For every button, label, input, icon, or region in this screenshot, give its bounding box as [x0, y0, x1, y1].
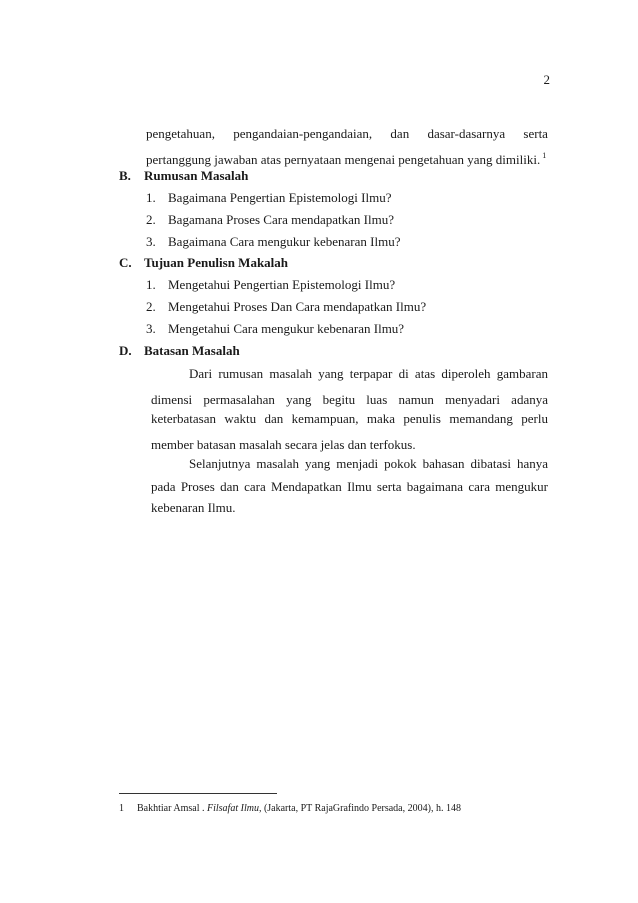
section-heading-c [119, 255, 288, 271]
paragraph-line: dimensi permasalahan yang begitu luas namun menyadari adanya [151, 392, 548, 407]
list-item [146, 234, 400, 250]
list-number: 1. [146, 190, 156, 205]
paragraph-line: Dari rumusan masalah yang terpapar di atas diperoleh gambaran [189, 366, 548, 381]
section-letter: D. [119, 343, 132, 358]
page-number: 2 [543, 72, 550, 87]
section-title: Rumusan Masalah [144, 168, 249, 183]
list-item [146, 212, 394, 228]
list-number: 3. [146, 234, 156, 249]
section-title: Tujuan Penulisn Makalah [144, 255, 289, 270]
list-number: 1. [146, 277, 156, 292]
list-number: 2. [146, 212, 156, 227]
list-text: Bagaimana Pengertian Epistemologi Ilmu? [168, 190, 392, 205]
section-title: Batasan Masalah [144, 343, 240, 358]
list-item [146, 277, 395, 293]
section-heading-d [119, 343, 240, 359]
list-text: Bagaimana Cara mengukur kebenaran Ilmu? [168, 234, 401, 249]
footnote-author: Bakhtiar Amsal . [137, 803, 205, 814]
paragraph-line: kebenaran Ilmu. [151, 500, 236, 515]
list-text: Mengetahui Proses Dan Cara mendapatkan Ilmu? [168, 299, 427, 314]
list-item [146, 321, 404, 337]
paragraph-line: pada Proses dan cara Mendapatkan Ilmu serta bagaimana cara mengukur [151, 479, 548, 494]
list-number: 2. [146, 299, 156, 314]
paragraph-line: member batasan masalah secara jelas dan terfokus. [151, 437, 416, 452]
list-item [146, 190, 391, 206]
section-heading-b [119, 168, 248, 184]
footnote-book-title: Filsafat Ilmu, [207, 803, 262, 814]
footnote [119, 803, 461, 814]
intro-word: pengandaian-pengandaian, [233, 126, 373, 141]
footnote-publication: (Jakarta, PT RajaGrafindo Persada, 2004), h. 148 [263, 803, 461, 814]
intro-text: pertanggung jawaban atas pernyataan mengenai pengetahuan yang dimiliki. [146, 152, 541, 167]
intro-word: dasar-dasarnya [427, 126, 506, 141]
intro-word: serta [523, 126, 548, 141]
footnote-reference[interactable]: 1 [542, 151, 547, 160]
footnote-separator [119, 793, 277, 794]
intro-word: pengetahuan, [146, 126, 215, 141]
intro-line-1 [146, 126, 548, 142]
list-text: Mengetahui Pengertian Epistemologi Ilmu? [168, 277, 396, 292]
list-number: 3. [146, 321, 156, 336]
intro-word: dan [390, 126, 410, 141]
list-item [146, 299, 426, 315]
paragraph-line: keterbatasan waktu dan kemampuan, maka penulis memandang perlu [151, 411, 548, 426]
list-text: Bagamana Proses Cara mendapatkan Ilmu? [168, 212, 394, 227]
paragraph-line: Selanjutnya masalah yang menjadi pokok bahasan dibatasi hanya [189, 456, 548, 471]
list-text: Mengetahui Cara mengukur kebenaran Ilmu? [168, 321, 405, 336]
section-letter: C. [119, 255, 132, 270]
intro-line-2 [146, 148, 546, 168]
footnote-number: 1 [119, 803, 124, 814]
section-letter: B. [119, 168, 131, 183]
